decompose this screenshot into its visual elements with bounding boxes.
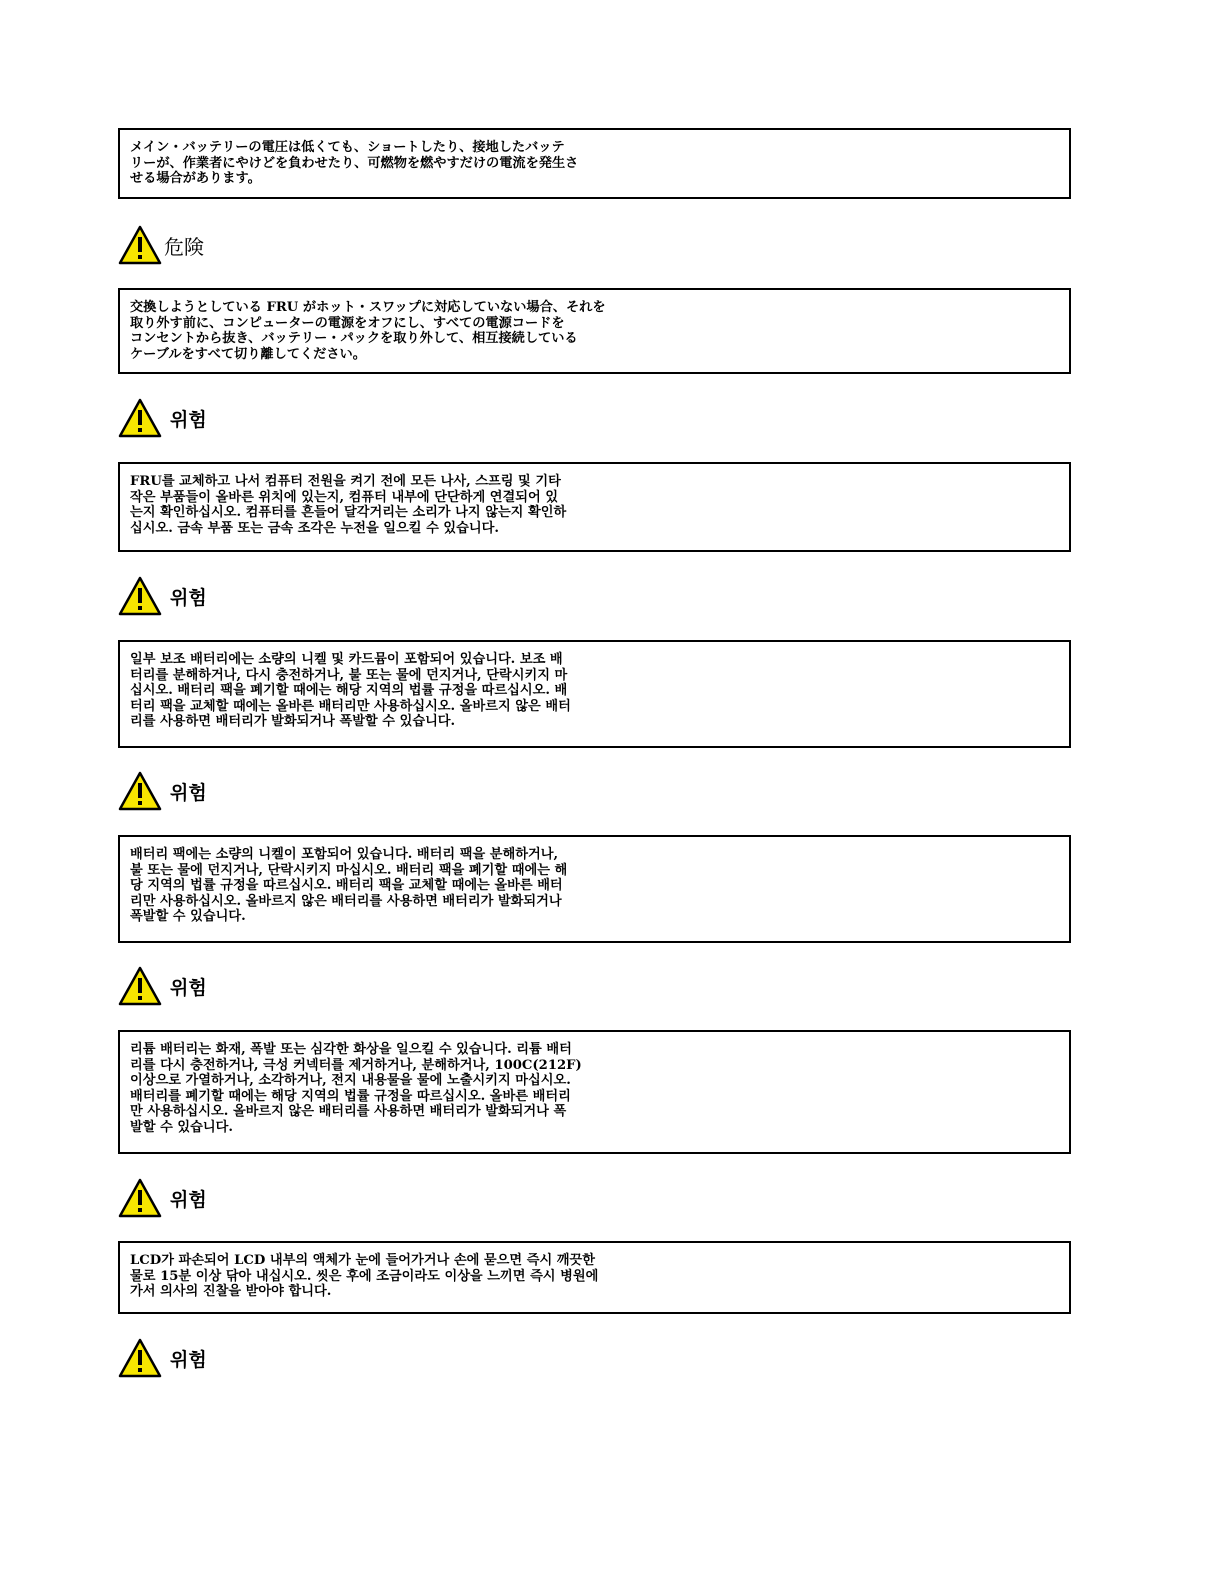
notice-text-line: 리를 사용하면 배터리가 발화되거나 폭발할 수 있습니다.: [130, 714, 456, 729]
warning-triangle-icon: [118, 225, 162, 265]
notice-text-line: 십시오. 금속 부품 또는 금속 조각은 누전을 일으킬 수 있습니다.: [130, 520, 499, 536]
danger-heading: [118, 965, 207, 1007]
notice-box: [118, 835, 1071, 943]
notice-text-line: 십시오. 배터리 팩을 폐기할 때에는 해당 지역의 법률 규정을 따르십시오. 배: [130, 683, 568, 698]
warning-triangle-icon: [118, 398, 162, 438]
danger-label: 위험: [170, 1188, 207, 1211]
notice-text-line: 는지 확인하십시오. 컴퓨터를 흔들어 달각거리는 소리가 나지 않는지 확인하: [130, 505, 567, 520]
notice-text-line: 작은 부품들이 올바른 위치에 있는지, 컴퓨터 내부에 단단하게 연결되어 있: [130, 489, 559, 505]
notice-text-line: 리튬 배터리는 화재, 폭발 또는 심각한 화상을 일으킬 수 있습니다. 리튬 배터: [130, 1042, 572, 1057]
notice-text-line: 배터리 팩에는 소량의 니켈이 포함되어 있습니다. 배터리 팩을 분해하거나,: [130, 847, 559, 862]
danger-heading: [118, 1337, 207, 1379]
notice-text-line: リーが、作業者にやけどを負わせたり、可燃物を燃やすだけの電流を発生さ: [130, 155, 579, 171]
notice-box: [118, 640, 1071, 748]
notice-text-line: 터리 팩을 교체할 때에는 올바른 배터리만 사용하십시오. 올바르지 않은 배터: [130, 698, 571, 714]
notice-text-line: 리만 사용하십시오. 올바르지 않은 배터리를 사용하면 배터리가 발화되거나: [130, 893, 562, 909]
notice-text-line: 당 지역의 법률 규정을 따르십시오. 배터리 팩을 교체할 때에는 올바른 배터: [130, 878, 563, 893]
notice-text-line: 取り外す前に、コンピューターの電源をオフにし、すべての電源コードを: [130, 315, 565, 331]
notice-text-line: コンセントから抜き、バッテリー・パックを取り外して、相互接続している: [130, 331, 578, 346]
notice-box: [118, 1241, 1071, 1314]
danger-heading: [118, 770, 207, 812]
notice-text-line: 리를 다시 충전하거나, 극성 커넥터를 제거하거나, 분해하거나, 100C(212F): [130, 1057, 582, 1073]
warning-triangle-icon: [118, 771, 162, 811]
danger-label: 危険: [164, 234, 204, 259]
notice-text-line: 폭발할 수 있습니다.: [130, 909, 246, 924]
warning-triangle-icon: [118, 1178, 162, 1218]
notice-box: [118, 288, 1071, 374]
notice-box: [118, 128, 1071, 199]
danger-heading: [118, 575, 207, 617]
notice-text-line: 배터리를 폐기할 때에는 해당 지역의 법률 규정을 따르십시오. 올바른 배터리: [130, 1088, 571, 1104]
danger-label: 위험: [170, 1348, 207, 1371]
notice-box: [118, 1030, 1071, 1154]
notice-text-line: FRU를 교체하고 나서 컴퓨터 전원을 켜기 전에 모든 나사, 스프링 및 기타: [130, 474, 561, 489]
notice-text-line: 이상으로 가열하거나, 소각하거나, 전지 내용물을 물에 노출시키지 마십시오.: [130, 1073, 571, 1088]
notice-text-line: LCD가 파손되어 LCD 내부의 액체가 눈에 들어가거나 손에 묻으면 즉시 깨끗한: [130, 1253, 596, 1268]
notice-text-line: 터리를 분해하거나, 다시 충전하거나, 불 또는 물에 던지거나, 단락시키지 마: [130, 667, 568, 683]
danger-label: 위험: [170, 586, 207, 609]
notice-text-line: 交換しようとしている FRU がホット・スワップに対応していない場合、それを: [130, 300, 606, 315]
danger-label: 위험: [170, 976, 207, 999]
notice-text-line: 불 또는 물에 던지거나, 단락시키지 마십시오. 배터리 팩을 폐기할 때에는 해: [130, 862, 568, 878]
notice-text-line: メイン・バッテリーの電圧は低くても、ショートしたり、接地したバッテ: [130, 140, 565, 155]
notice-text-line: せる場合があります。: [130, 171, 261, 186]
warning-triangle-icon: [118, 966, 162, 1006]
danger-heading: [118, 224, 204, 266]
notice-box: [118, 462, 1071, 552]
warning-triangle-icon: [118, 576, 162, 616]
warning-triangle-icon: [118, 1338, 162, 1378]
danger-label: 위험: [170, 781, 207, 804]
notice-text-line: 발할 수 있습니다.: [130, 1119, 233, 1135]
notice-text-line: 일부 보조 배터리에는 소량의 니켈 및 카드뮴이 포함되어 있습니다. 보조 배: [130, 652, 563, 667]
danger-label: 위험: [170, 408, 207, 431]
notice-text-line: 만 사용하십시오. 올바르지 않은 배터리를 사용하면 배터리가 발화되거나 폭: [130, 1104, 567, 1119]
notice-text-line: 가서 의사의 진찰을 받아야 합니다.: [130, 1284, 332, 1299]
danger-heading: [118, 397, 207, 439]
notice-text-line: ケーブルをすべて切り離してください。: [130, 346, 366, 362]
danger-heading: [118, 1177, 207, 1219]
notice-text-line: 물로 15분 이상 닦아 내십시오. 씻은 후에 조금이라도 이상을 느끼면 즉시 병원에: [130, 1268, 599, 1284]
